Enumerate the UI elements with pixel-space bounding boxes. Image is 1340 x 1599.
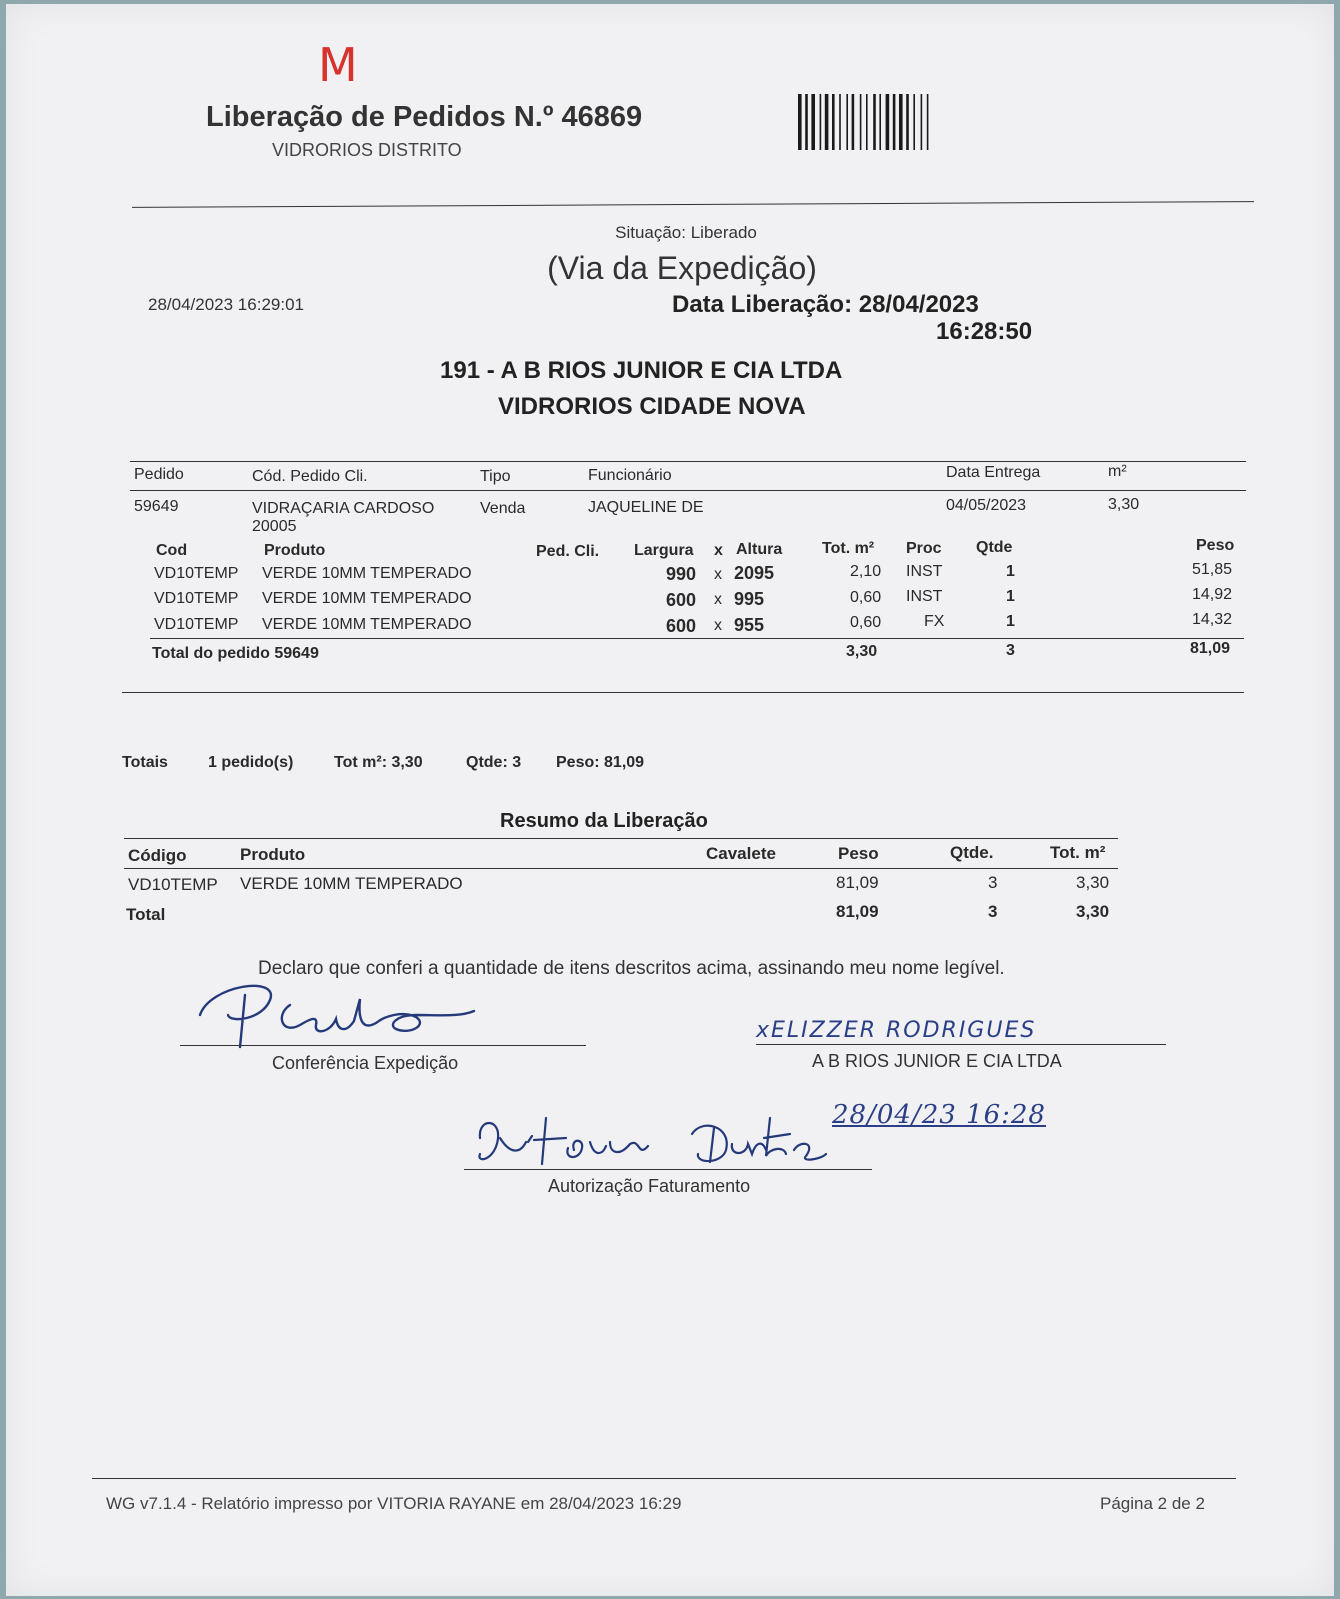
item-cod: VD10TEMP [154,616,239,633]
item-proc: FX [924,613,945,630]
summary-top-rule [124,838,1118,839]
totals-peso: Peso: 81,09 [556,754,645,771]
signature-line-conferencia [180,1045,586,1046]
col-header-data-entrega: Data Entrega [946,464,1041,481]
footer-rule [92,1478,1236,1479]
item-header-peso: Peso [1196,537,1235,554]
order-number: 59649 [134,498,179,515]
footer-print-info: WG v7.1.4 - Relatório impresso por VITORIA RAYANE em 28/04/2023 16:29 [106,1494,682,1513]
order-total-label: Total do pedido 59649 [152,645,319,662]
item-largura: 600 [666,616,697,636]
page-number: Página 2 de 2 [1100,1494,1205,1513]
item-header-largura: Largura [634,542,694,559]
label-autorizacao: Autorização Faturamento [548,1176,751,1196]
item-qtde: 1 [1006,563,1015,580]
summary-header-tot-m2: Tot. m² [1050,843,1106,862]
item-tot-m2: 2,10 [850,563,882,580]
item-produto: VERDE 10MM TEMPERADO [262,565,472,582]
release-date: Data Liberação: 28/04/2023 [672,291,979,318]
summary-qtde: 3 [988,873,998,892]
declaration-text: Declaro que conferi a quantidade de itens descritos acima, assinando meu nome legível. [258,958,1005,979]
item-x: x [714,591,722,608]
item-proc: INST [906,588,943,605]
company-name: 191 - A B RIOS JUNIOR E CIA LTDA [440,357,843,384]
summary-header-peso: Peso [838,844,879,863]
summary-header-codigo: Código [128,846,187,865]
document-title: Liberação de Pedidos N.º 46869 [206,101,643,133]
client-code: 20005 [252,518,297,535]
handwritten-mark: M [318,38,358,92]
summary-header-rule [124,868,1118,869]
summary-tot-m2: 3,30 [1076,873,1110,892]
client-name: VIDRAÇARIA CARDOSO [252,500,435,517]
item-altura: 995 [734,589,765,609]
item-x: x [714,617,722,634]
item-largura: 990 [666,564,697,584]
item-qtde: 1 [1006,588,1015,605]
item-cod: VD10TEMP [154,565,239,582]
item-produto: VERDE 10MM TEMPERADO [262,616,472,633]
summary-produto: VERDE 10MM TEMPERADO [240,874,463,893]
summary-header-cavalete: Cavalete [706,844,776,863]
branch-name: VIDRORIOS DISTRITO [272,140,462,160]
item-x: x [714,566,722,583]
summary-header-qtde: Qtde. [950,843,994,862]
employee-name: JAQUELINE DE [588,499,704,516]
totals-label: Totais [122,754,168,771]
total-rule [150,638,1244,639]
summary-peso: 81,09 [836,873,879,892]
col-header-cod-pedido-cli: Cód. Pedido Cli. [252,468,368,485]
table-top-rule [130,461,1246,462]
handwritten-datetime: 28/04/23 16:28 [832,1100,1046,1130]
signature-autorizacao [470,1098,830,1178]
printed-datetime: 28/04/2023 16:29:01 [148,295,304,314]
summary-total-label: Total [126,905,166,924]
company-branch: VIDRORIOS CIDADE NOVA [498,393,806,420]
totals-m2: Tot m²: 3,30 [334,754,423,771]
copy-type: (Via da Expedição) [547,250,817,286]
item-peso: 51,85 [1192,561,1233,578]
summary-total-tot-m2: 3,30 [1076,902,1110,921]
signature-conferencia [190,975,510,1055]
item-altura: 955 [734,615,765,635]
delivery-date: 04/05/2023 [946,497,1027,514]
summary-header-produto: Produto [240,845,306,864]
summary-title: Resumo da Liberação [500,810,708,832]
order-total-peso: 81,09 [1190,640,1231,657]
item-header-qtde: Qtde [976,539,1013,556]
order-total-qtde: 3 [1006,642,1015,659]
order-m2: 3,30 [1108,496,1140,513]
label-conferencia: Conferência Expedição [272,1053,459,1073]
section-divider [122,692,1244,693]
item-header-ped-cli: Ped. Cli. [536,543,600,560]
item-altura: 2095 [734,563,775,583]
item-header-altura: Altura [736,541,783,558]
item-header-proc: Proc [906,540,942,557]
order-type: Venda [480,500,526,517]
totals-pedidos: 1 pedido(s) [208,754,294,771]
barcode-icon [798,94,998,150]
item-qtde: 1 [1006,613,1015,630]
col-header-m2: m² [1108,463,1127,480]
table-header-rule [130,490,1246,491]
order-total-m2: 3,30 [846,643,878,660]
signature-company: xELIZZER RODRIGUES [756,1018,1037,1043]
item-tot-m2: 0,60 [850,614,882,631]
item-peso: 14,92 [1192,586,1233,603]
item-tot-m2: 0,60 [850,589,882,606]
release-time: 16:28:50 [936,318,1033,345]
item-peso: 14,32 [1192,611,1233,628]
item-header-cod: Cod [156,542,188,559]
item-header-produto: Produto [264,542,326,559]
item-produto: VERDE 10MM TEMPERADO [262,590,472,607]
item-header-tot-m2: Tot. m² [822,540,875,557]
item-header-x: x [714,542,723,559]
summary-total-peso: 81,09 [836,902,879,921]
col-header-funcionario: Funcionário [588,467,672,484]
totals-qtde: Qtde: 3 [466,754,522,771]
item-proc: INST [906,563,943,580]
item-cod: VD10TEMP [154,590,239,607]
col-header-tipo: Tipo [480,468,511,485]
col-header-pedido: Pedido [134,466,184,483]
item-largura: 600 [666,590,697,610]
signature-line-company [756,1044,1166,1045]
summary-codigo: VD10TEMP [128,875,218,894]
summary-total-qtde: 3 [988,902,998,921]
signature-line-autorizacao [464,1169,872,1170]
label-company: A B RIOS JUNIOR E CIA LTDA [812,1051,1062,1071]
status-text: Situação: Liberado [615,223,757,242]
